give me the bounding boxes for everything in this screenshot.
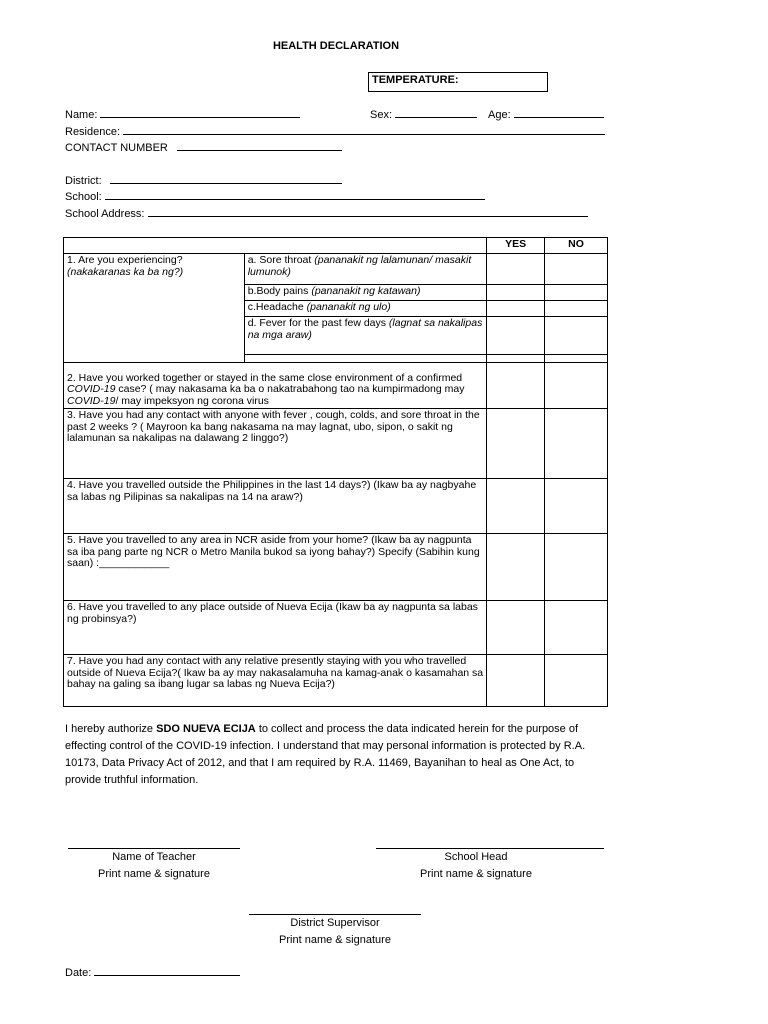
teacher-sublabel: Print name & signature bbox=[98, 868, 210, 880]
q7-question: 7. Have you had any contact with any relative presently staying with you who travelled outside of Nueva Ecija?( Ikaw ba ay may nakasalamuha na kamag-anak o kasamahan sa bahay na galing sa ibang lugar sa labas ng Nueva Ecija?) bbox=[64, 655, 487, 707]
sex-line bbox=[395, 107, 477, 118]
q1-question bbox=[64, 254, 245, 363]
age-line bbox=[514, 107, 604, 118]
name-field[interactable] bbox=[65, 107, 300, 121]
q1a-translation: (pananakit ng lalamunan/ masakit lumunok) bbox=[247, 254, 472, 278]
q5-no-cell[interactable] bbox=[545, 534, 608, 601]
q1c-symptom bbox=[244, 301, 486, 317]
head-signature-block bbox=[376, 849, 576, 883]
teacher-signature-block bbox=[68, 849, 240, 883]
q1-text: 1. Are you experiencing? bbox=[67, 254, 183, 266]
residence-line bbox=[123, 124, 605, 135]
q1a-symptom bbox=[244, 254, 486, 285]
q2-text-2: case? ( may nakasama ka ba o nakatrabahong tao na kumpirmadong may bbox=[115, 383, 465, 395]
q1a-yes-cell[interactable] bbox=[487, 254, 545, 285]
q1a-text: a. Sore throat bbox=[247, 254, 315, 266]
q7-no-cell[interactable] bbox=[545, 655, 608, 707]
school-address-label: School Address: bbox=[65, 208, 145, 220]
q3-yes-cell[interactable] bbox=[487, 409, 545, 479]
district-field[interactable] bbox=[65, 173, 342, 187]
q5-row bbox=[64, 534, 608, 601]
q2-yes-cell[interactable] bbox=[487, 363, 545, 409]
q2-no-cell[interactable] bbox=[545, 363, 608, 409]
head-sublabel: Print name & signature bbox=[420, 868, 532, 880]
no-header: NO bbox=[545, 238, 608, 254]
q1b-yes-cell[interactable] bbox=[487, 285, 545, 301]
supervisor-label: District Supervisor bbox=[290, 917, 380, 929]
teacher-label: Name of Teacher bbox=[112, 851, 196, 863]
q1b-text: b.Body pains bbox=[247, 285, 312, 297]
q6-no-cell[interactable] bbox=[545, 601, 608, 655]
contact-field[interactable] bbox=[65, 140, 342, 154]
q2-covid-1: COVID-19 bbox=[67, 383, 116, 395]
school-address-line bbox=[148, 206, 588, 217]
yes-header: YES bbox=[487, 238, 545, 254]
q7-row bbox=[64, 655, 608, 707]
temperature-field[interactable] bbox=[368, 72, 548, 92]
q1b-no-cell[interactable] bbox=[545, 285, 608, 301]
q1-spacer-no bbox=[545, 355, 608, 363]
age-field[interactable] bbox=[488, 107, 604, 121]
residence-label: Residence: bbox=[65, 126, 121, 138]
school-address-field[interactable] bbox=[65, 206, 588, 220]
consent-text-2: to collect and process the data indicated herein for the purpose of effecting control of the COVID-19 infection. I understand that may personal information is protected by R.A. 10173, Data Privacy Act of 2012, and that I am required by R.A. 11469, Bayanihan to heal as One Act, to provide truthful information. bbox=[65, 723, 586, 786]
school-line bbox=[105, 189, 485, 200]
q1-spacer-yes bbox=[487, 355, 545, 363]
supervisor-sublabel: Print name & signature bbox=[279, 934, 391, 946]
residence-field[interactable] bbox=[65, 124, 605, 138]
health-questionnaire-table bbox=[63, 237, 608, 707]
q6-row bbox=[64, 601, 608, 655]
q3-row bbox=[64, 409, 608, 479]
q1c-translation: (pananakit ng ulo) bbox=[306, 301, 391, 313]
date-label: Date: bbox=[65, 967, 92, 979]
q6-question: 6. Have you travelled to any place outside of Nueva Ecija (Ikaw ba ay nagpunta sa labas ng probinsya?) bbox=[64, 601, 487, 655]
q3-question: 3. Have you had any contact with anyone with fever , cough, colds, and sore throat in the past 2 weeks ? ( Mayroon ka bang nakasama na may lagnat, ubo, sipon, o sakit ng lalamunan sa nakalipas na dalawang 2 linggo?) bbox=[64, 409, 487, 479]
school-field[interactable] bbox=[65, 189, 485, 203]
q1d-text: d. Fever for the past few days bbox=[247, 317, 389, 329]
q1d-symptom bbox=[244, 317, 486, 355]
q1b-symptom bbox=[244, 285, 486, 301]
date-field[interactable] bbox=[65, 965, 240, 979]
q4-no-cell[interactable] bbox=[545, 479, 608, 534]
q1-translation: (nakakaranas ka ba ng?) bbox=[67, 265, 184, 278]
name-label: Name: bbox=[65, 109, 98, 121]
consent-statement bbox=[65, 721, 605, 789]
q1d-yes-cell[interactable] bbox=[487, 317, 545, 355]
q1d-translation: (lagnat sa nakalipas na mga araw) bbox=[247, 317, 483, 341]
age-label: Age: bbox=[488, 109, 511, 121]
sex-field[interactable] bbox=[370, 107, 477, 121]
q3-no-cell[interactable] bbox=[545, 409, 608, 479]
q1a-no-cell[interactable] bbox=[545, 254, 608, 285]
q1d-no-cell[interactable] bbox=[545, 317, 608, 355]
q7-yes-cell[interactable] bbox=[487, 655, 545, 707]
district-line bbox=[110, 173, 342, 184]
q4-question: 4. Have you travelled outside the Philippines in the last 14 days?) (Ikaw ba ay nagbyahe sa labas ng Pilipinas sa nakalipas na 14 na araw?) bbox=[64, 479, 487, 534]
temperature-label: TEMPERATURE: bbox=[372, 74, 459, 86]
q2-covid-2: COVID-19 bbox=[67, 394, 116, 407]
q2-question bbox=[64, 363, 487, 409]
district-label: District: bbox=[65, 175, 102, 187]
contact-line bbox=[177, 140, 342, 151]
q1a-row bbox=[64, 254, 608, 285]
supervisor-signature-block bbox=[249, 915, 421, 949]
q1b-translation: (pananakit ng katawan) bbox=[311, 285, 421, 297]
form-title: HEALTH DECLARATION bbox=[272, 40, 400, 52]
q1-spacer-cell bbox=[244, 355, 486, 363]
name-line bbox=[100, 107, 300, 118]
contact-label: CONTACT NUMBER bbox=[65, 142, 168, 154]
head-label: School Head bbox=[444, 851, 508, 863]
q1c-text: c.Headache bbox=[247, 301, 307, 313]
q4-yes-cell[interactable] bbox=[487, 479, 545, 534]
school-label: School: bbox=[65, 191, 102, 203]
q4-row bbox=[64, 479, 608, 534]
q2-text-1: 2. Have you worked together or stayed in the same close environment of a confirmed bbox=[67, 371, 463, 384]
q1c-no-cell[interactable] bbox=[545, 301, 608, 317]
q5-question: 5. Have you travelled to any area in NCR aside from your home? (Ikaw ba ay nagpunta sa iba pang parte ng NCR o Metro Manila bukod sa iyong bahay?) Specify (Sabihin kung saan) :____________ bbox=[64, 534, 487, 601]
q5-yes-cell[interactable] bbox=[487, 534, 545, 601]
sex-label: Sex: bbox=[370, 109, 393, 121]
q6-yes-cell[interactable] bbox=[487, 601, 545, 655]
consent-text-1: I hereby authorize bbox=[65, 723, 157, 735]
header-blank-cell bbox=[64, 238, 487, 254]
table-header-row bbox=[64, 238, 608, 254]
date-line bbox=[94, 965, 240, 976]
q2-row bbox=[64, 363, 608, 409]
q2-text-3: / may impeksyon ng corona virus bbox=[115, 394, 269, 407]
consent-org: SDO NUEVA ECIJA bbox=[156, 723, 256, 735]
q1c-yes-cell[interactable] bbox=[487, 301, 545, 317]
